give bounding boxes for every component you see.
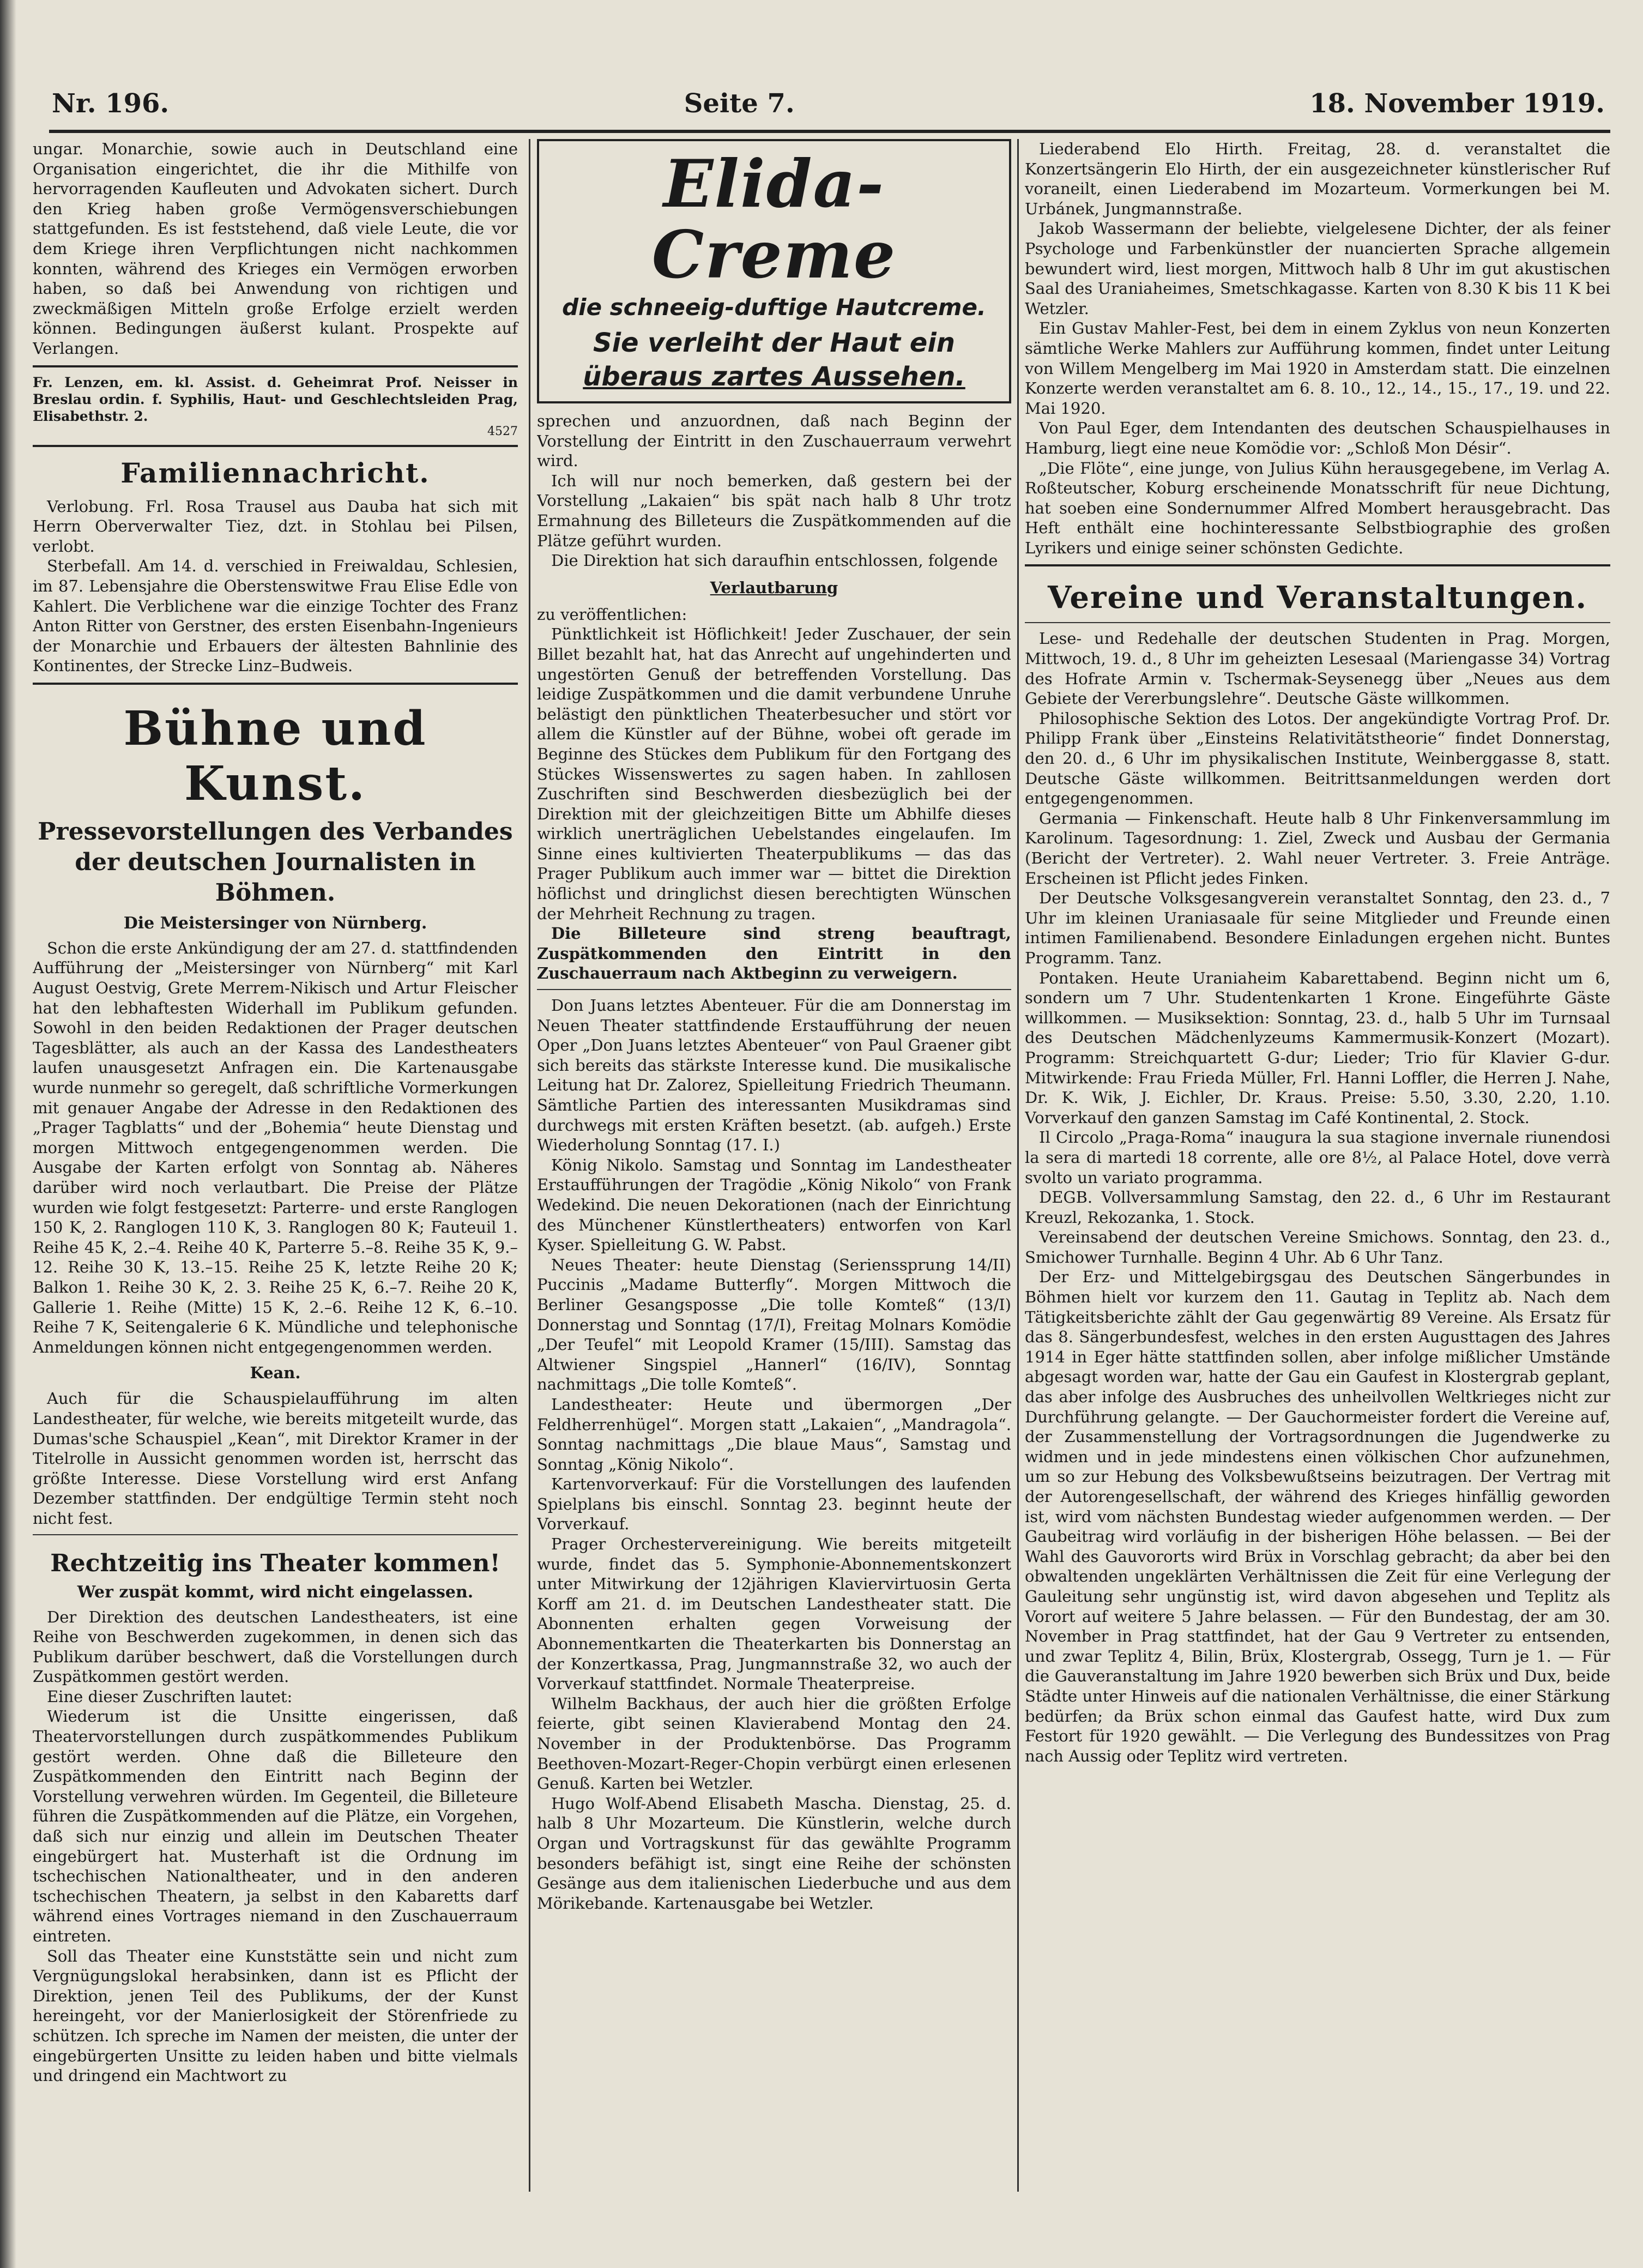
smichow-notice: Vereinsabend der deutschen Vereine Smichows. Sonntag, den 23. d., Smichower Turnhalle. Beginn 4 Uhr. Ab 6 Uhr Tanz.: [1025, 1228, 1610, 1266]
page-header: [52, 82, 1605, 125]
punctuality-text-3: Wiederum ist die Unsitte eingerissen, daß Theatervorstellungen durch zuspätkommendes Publikum gestört werden. Ohne daß die Billeteure den Zuspätkommenden den Eintritt nach Beginn der Vorstellung verwehren würden. Im Gegenteil, die Billeteure führen die Zuspätkommenden auf die Plätze, ein Vorgehen, daß sich nur einzig und allein im Deutschen Theater eingebürgert hat. Musterhaft ist die Ordnung im tschechischen Nationaltheater, und in den anderen tschechischen Theatern, ja selbst in den Kabaretts darf während eines Vortrages niemand in den Zuschauerraum eintreten.: [33, 1707, 518, 1945]
divider: [33, 445, 518, 447]
punctuality-subtitle: Wer zuspät kommt, wird nicht eingelassen.: [77, 1582, 474, 1602]
saengerbund-notice: Der Erz- und Mittelgebirgsgau des Deutschen Sängerbundes in Böhmen hielt vor kurzem den 11. Gautag in Teplitz ab. Nach dem Tätigkeitsberichte zählt der Gau gegenwärtig 89 Vereine. Als Ersatz für das 8. Sängerbundesfest, welches in den ersten Augusttagen des Jahres 1914 in Eger hätte stattfinden sollen, aber infolge mißlicher Umstände abgesagt worden war, hatte der Gau ein Gaufest in Klostergrab geplant, das aber infolge des Ausbruches des unheilvollen Weltkrieges nicht zur Durchführung gelangte. — Der Gauchormeister fordert die Vereine auf, der Zusammenstellung der Vortragsordnungen die Jugendwerke zu widmen und in jede mindestens einen völkischen Chor aufzunehmen, um so zur Hebung des Volksbewußtseins beizutragen. Der Vertrag mit der Autorengesellschaft, der während des Krieges hinfällig geworden ist, wird vom nächsten Bundestag wieder aufgenommen werden. — Der Gaubeitrag wird vorläufig in der bisherigen Höhe belassen. — Bei der Wahl des Gauvororts wird Brüx in Vorschlag gebracht; da aber bei den obwaltenden ungeklärten Verhältnissen die Zeit für eine Verlegung der Gauleitung sehr ungünstig ist, wird davon abgesehen und Teplitz als Vorort auf weitere 5 Jahre belassen. — Für den Bundestag, der am 30. November in Prag stattfindet, hat der Gau 9 Vertreter zu entsenden, und zwar Teplitz 4, Bilin, Brüx, Klostergrab, Ossegg, Turn je 1. — Für die Gauveranstaltung im Jahre 1920 bewerben sich Brüx und Dux, beide Städte unter Hinweis auf die nationalen Verhältnisse, die einer Stärkung bedürfen; da Brüx schon einmal das Gaufest hatte, wird Dux zum Festort für 1920 gewählt. — Die Verlegung des Bundessitzes von Prag nach Aussig oder Teplitz wird vertreten.: [1025, 1268, 1610, 1765]
praga-roma-notice: Il Circolo „Praga-Roma“ inaugura la sua stagione invernale riunendosi la sera di martedi 18 corrente, alle ore 8½, al Palace Hotel, dove verrà svolto un variato programma.: [1025, 1128, 1610, 1187]
engagement-notice: Verlobung. Frl. Rosa Trausel aus Dauba hat sich mit Herrn Oberverwalter Tiez, dzt. in Stohlau bei Pilsen, verlobt.: [33, 497, 518, 556]
column-divider-1: [529, 139, 530, 2192]
ad-subtitle: die schneeig-duftige Hautcreme.: [562, 294, 986, 321]
intro-paragraph: ungar. Monarchie, sowie auch in Deutschland eine Organisation eingerichtet, die ihr die Mithilfe von hervorragenden Kaufleuten und Advokaten sichert. Durch den Krieg haben große Vermögensverschiebungen stattgefunden. Es ist feststehend, daß viele Leute, die vor dem Kriege ihren Verpflichtungen nicht nachkommen konnten, während des Krieges ein Vermögen erworben haben, so daß bei Anwendung von richtigen und zweckmäßigen Mitteln große Erfolge erzielt werden können. Bedingungen äußerst kulant. Prospekte auf Verlangen.: [33, 140, 518, 358]
koenig-nikolo-notice: König Nikolo. Samstag und Sonntag im Landestheater Erstaufführungen der Tragödie „König Nikolo“ von Frank Wedekind. Die neuen Dekorationen (nach der Einrichtung des Münchener Künstlertheaters) entworfen von Karl Kyser. Spielleitung G. W. Pabst.: [537, 1155, 1011, 1254]
meistersinger-subtitle: Die Meistersinger von Nürnberg.: [123, 913, 427, 933]
ad-slogan-2: überaus zartes Aussehen.: [583, 361, 965, 392]
ad-slogan-1: Sie verleiht der Haut ein: [593, 328, 955, 358]
punctuality-text-4: Soll das Theater eine Kunststätte sein und nicht zum Vergnügungslokal herabsinken, dann ist es Pflicht der Direktion, jenen Teil des Publikums, der der Kunst hereingeht, vor der Manierlosigkeit der Störenfriede zu schützen. Ich spreche im Namen der meisten, die unter der eingebürgerten Unsitte zu leiden haben und bitte vielmals und dringend ein Machtwort zu: [33, 1946, 518, 2085]
kean-subtitle: Kean.: [250, 1364, 301, 1383]
wassermann-notice: Jakob Wassermann der beliebte, vielgelesene Dichter, der als feiner Psychologe und Farbenkünstler der nuancierten Sprache allgemein bewundert wird, liest morgen, Mittwoch halb 8 Uhr im gut akustischen Saal des Uraniaheimes, Smetschkagasse. Karten von 8.30 K bis 11 K bei Wetzler.: [1025, 219, 1610, 318]
page-edge-shadow: [0, 0, 16, 2268]
punctuality-text-2: Eine dieser Zuschriften lautet:: [47, 1687, 293, 1706]
column-3: [1025, 139, 1610, 2235]
volksgesang-notice: Der Deutsche Volksgesangverein veranstaltet Sonntag, den 23. d., 7 Uhr im kleinen Uraniasaale für seine Mitglieder und Freunde einen intimen Familienabend. Besondere Einladungen ergehen nicht. Buntes Programm. Tanz.: [1025, 889, 1610, 967]
punctuality-text-1: Der Direktion des deutschen Landestheaters, ist eine Reihe von Beschwerden zugekommen, in denen sich das Publikum darüber beschwert, daß die Vorstellungen durch Zuspätkommen gestört werden.: [33, 1607, 518, 1686]
don-juan-notice: Don Juans letztes Abenteuer. Für die am Donnerstag im Neuen Theater stattfindende Erstaufführung der neuen Oper „Don Juans letztes Abenteuer“ von Paul Graener gibt sich bereits das stärkste Interesse kund. Die musikalische Leitung hat Dr. Zalorez, Spielleitung Friedrich Theumann. Sämtliche Partien des interessanten Musikdramas sind durchwegs mit ersten Kräften besetzt. (ab. aufgeh.) Erste Wiederholung Sonntag (17. I.): [537, 996, 1011, 1155]
floete-notice: „Die Flöte“, eine junge, von Julius Kühn herausgegebene, im Verlag A. Roßteutscher, Koburg erscheinende Monatsschrift für neue Dichtung, hat soeben eine Sondernummer Alfred Mombert herausgebracht. Das Heft enthält eine hochinteressante Selbstbiographie des großen Lyrikers und einige seiner schönsten Gedichte.: [1025, 459, 1610, 557]
issue-number: Nr. 196.: [52, 88, 170, 119]
backhaus-notice: Wilhelm Backhaus, der auch hier die größten Erfolge feierte, gibt seinen Klavierabend Montag den 24. November in der Produktenbörse. Das Programm Beethoven-Mozart-Reger-Chopin verbürgt einen erlesenen Genuß. Karten bei Wetzler.: [537, 1694, 1011, 1793]
eger-notice: Von Paul Eger, dem Intendanten des deutschen Schauspielhauses in Hamburg, liegt eine neue Komödie vor: „Schloß Mon Désir“.: [1025, 419, 1610, 457]
column-1: [33, 139, 523, 2235]
announcement-title: Verlautbarung: [710, 578, 838, 597]
divider: [1025, 564, 1610, 566]
hugo-wolf-notice: Hugo Wolf-Abend Elisabeth Mascha. Dienstag, 25. d. halb 8 Uhr Mozarteum. Die Künstlerin, welche durch Organ und Vortragskunst für das gewählte Programm besonders befähigt ist, singt eine Reihe der schönsten Gesänge aus dem italienischen Liederbuche und aus dem Mörikebande. Kartenausgabe bei Wetzler.: [537, 1794, 1011, 1913]
elida-creme-ad: [537, 139, 1011, 403]
divider: [33, 365, 518, 367]
page-number: Seite 7.: [684, 88, 795, 119]
divider: [33, 1534, 518, 1535]
advance-sale-notice: Kartenvorverkauf: Für die Vorstellungen des laufenden Spielplans bis einschl. Sonntag 23. beginnt heute der Vorverkauf.: [537, 1475, 1011, 1534]
stage-and-art-title: Bühne und Kunst.: [123, 701, 427, 811]
issue-date: 18. November 1919.: [1309, 88, 1605, 119]
hirth-notice: Liederabend Elo Hirth. Freitag, 28. d. veranstaltet die Konzertsängerin Elo Hirth, der ein ausgezeichneter künstlerischer Ruf voraneilt, einen Liederabend im Mozarteum. Vormerkungen bei M. Urbánek, Jungmannstraße.: [1025, 140, 1610, 218]
direction-decision: Die Direktion hat sich daraufhin entschlossen, folgende: [551, 551, 998, 570]
clubs-events-title: Vereine und Veranstaltungen.: [1048, 580, 1587, 616]
divider: [537, 989, 1011, 990]
divider: [1025, 622, 1610, 623]
letter-lakaien: Ich will nur noch bemerken, daß gestern bei der Vorstellung „Lakaien“ bis spät nach halb 8 Uhr trotz Ermahnung des Billeteurs die Zuspätkommenden auf die Plätze geführt wurden.: [537, 471, 1011, 550]
death-notice: Sterbefall. Am 14. d. verschied in Freiwaldau, Schlesien, im 87. Lebensjahre die Oberstenswitwe Frau Elise Edle von Kahlert. Die Verblichene war die einzige Tochter des Franz Anton Ritter von Gerstner, des ersten Eisenbahn-Ingenieurs der Monarchie und Erbauers der ältesten Bahnlinie des Kontinentes, der Strecke Linz–Budweis.: [33, 557, 518, 675]
press-performances-title: Pressevorstellungen des Verbandes der deutschen Journalisten in Böhmen.: [38, 817, 513, 907]
mahler-festival-notice: Ein Gustav Mahler-Fest, bei dem in einem Zyklus von neun Konzerten sämtliche Werke Mahlers zur Aufführung kommen, findet unter Leitung von Willem Mengelberg im Mai 1920 in Amsterdam statt. Die einzelnen Konzerte werden veranstaltet am 6. 8. 10., 12., 14., 15., 17., 19. und 22. Mai 1920.: [1025, 319, 1610, 418]
divider: [33, 683, 518, 685]
doctor-notice: Fr. Lenzen, em. kl. Assist. d. Geheimrat Prof. Neisser in Breslau ordin. f. Syphilis, Haut- und Geschlechtsleiden Prag, Elisabethstr. 2.: [33, 374, 518, 424]
letter-continued: sprechen und anzuordnen, daß nach Beginn der Vorstellung der Eintritt in den Zuschauerraum verwehrt wird.: [537, 412, 1011, 471]
germania-notice: Germania — Finkenschaft. Heute halb 8 Uhr Finkenversammlung im Karolinum. Tagesordnung: 1. Ziel, Zweck und Ausbau der Germania (Bericht der Vertreter). 2. Wahl neuer Vertreter. 3. Freie Anträge. Erscheinen ist Pflicht jedes Finken.: [1025, 809, 1610, 888]
degb-notice: DEGB. Vollversammlung Samstag, den 22. d., 6 Uhr im Restaurant Kreuzl, Rekozanka, 1. Stock.: [1025, 1188, 1610, 1227]
ushers-instruction: Die Billeteure sind streng beauftragt, Zuspätkommenden den Eintritt in den Zuschauerraum nach Aktbeginn zu verweigern.: [537, 924, 1011, 983]
header-rule: [49, 130, 1610, 133]
family-news-title: Familiennachricht.: [120, 456, 430, 489]
landestheater-program: Landestheater: Heute und übermorgen „Der Feldherrenhügel“. Morgen statt „Lakaien“, „Mandragola“. Sonntag nachmittags „Die blaue Maus“, Samstag und Sonntag „König Nikolo“.: [537, 1395, 1011, 1474]
lotos-notice: Philosophische Sektion des Lotos. Der angekündigte Vortrag Prof. Dr. Philipp Frank über „Einsteins Relativitätstheorie“ findet Donnerstag, den 20. d., 6 Uhr im physikalischen Institute, Weinberggasse 8, statt. Deutsche Gäste willkommen. Beitrittsanmeldungen werden dort entgegengenommen.: [1025, 709, 1610, 808]
column-divider-2: [1017, 139, 1019, 2192]
announcement-text: Pünktlichkeit ist Höflichkeit! Jeder Zuschauer, der sein Billet bezahlt hat, hat das Anrecht auf ungehinderten und ungestörten Genuß der betreffenden Vorstellung. Das leidige Zuspätkommen und die damit verbundene Unruhe belästigt den pünktlichen Theaterbesucher und stört vor allem die Künstler auf der Bühne, wobei oft gerade im Beginne des Stückes dem Publikum für den Fortgang des Stückes Wissenswertes zu sagen haben. In zahllosen Zuschriften sind Beschwerden diesbezüglich bei der Direktion mit der gleichzeitigen Bitte um Abhilfe dieses wirklich unerträglichen Uebelstandes eingelaufen. Im Sinne eines kultivierten Theaterpublikums — das das Prager Publikum auch immer war — bittet die Direktion höflichst und dringlichst diesen berechtigten Wünschen der Mehrheit Rechnung zu tragen.: [537, 625, 1011, 923]
column-2: [537, 139, 1011, 2235]
pontaken-notice: Pontaken. Heute Uraniaheim Kabarettabend. Beginn nicht um 6, sondern um 7 Uhr. Studentenkarten 1 Krone. Eingeführte Gäste willkommen. — Musiksektion: Sonntag, 23. d., halb 5 Uhr im Turnsaal des Deutschen Mädchenlyzeums Kammermusik-Konzert (Mozart). Programm: Streichquartett G-dur; Lieder; Trio für Klavier G-dur. Mitwirkende: Frau Frieda Müller, Frl. Hanni Loffler, die Herren J. Nahe, Dr. K. Wik, J. Eichler, Dr. Kraus. Preise: 5.50, 3.30, 2.20, 1.10. Vorverkauf den ganzen Samstag im Café Kontinental, 2. Stock.: [1025, 968, 1610, 1127]
students-hall-notice: Lese- und Redehalle der deutschen Studenten in Prag. Morgen, Mittwoch, 19. d., 8 Uhr im geheizten Lesesaal (Mariengasse 34) Vortrag des Hofrate Armin v. Tschermak-Seysenegg über „Neues aus dem Gebiete der Vererbungslehre“. Deutsche Gäste willkommen.: [1025, 629, 1610, 708]
meistersinger-text: Schon die erste Ankündigung der am 27. d. stattfindenden Aufführung der „Meistersinger von Nürnberg“ mit Karl August Oestvig, Grete Merrem-Nikisch und Artur Fleischer hat den lebhaftesten Widerhall im Publikum gefunden. Sowohl in den beiden Redaktionen der Prager deutschen Tagesblätter, als auch an der Kassa des Landestheaters laufen unausgesetzt Anfragen ein. Die Kartenausgabe wurde nunmehr so geregelt, daß schriftliche Vormerkungen mit genauer Angabe der Adresse in den Redaktionen des „Prager Tagblatts“ und der „Bohemia“ heute Dienstag und morgen Mittwoch entgegengenommen werden. Die Ausgabe der Karten erfolgt von Sonntag ab. Näheres darüber wird noch verlautbart. Die Preise der Plätze wurden wie folgt festgesetzt: Parterre- und erste Ranglogen 150 K, 2. Ranglogen 110 K, 3. Ranglogen 80 K; Fauteuil 1. Reihe 45 K, 2.–4. Reihe 40 K, Parterre 5.–8. Reihe 35 K, 9.–12. Reihe 30 K, 13.–15. Reihe 25 K, letzte Reihe 20 K; Balkon 1. Reihe 30 K, 2. 3. Reihe 25 K, 6.–7. Reihe 20 K, Gallerie 1. Reihe (Mitte) 15 K, 2.–6. Reihe 12 K, 6.–10. Reihe 7 K, Seitengalerie 6 K. Mündliche und telephonische Anmeldungen können nicht entgegengenommen werden.: [33, 938, 518, 1356]
announcement-intro: zu veröffentlichen:: [537, 605, 687, 624]
punctuality-title: Rechtzeitig ins Theater kommen!: [50, 1549, 500, 1577]
kean-text: Auch für die Schauspielaufführung im alten Landestheater, für welche, wie bereits mitgeteilt wurde, das Dumas'sche Schauspiel „Kean“, mit Direktor Kramer in der Titelrolle in Aussicht genommen worden ist, herrscht das größte Interesse. Diese Vorstellung wird erst Anfang Dezember stattfinden. Der endgültige Termin steht noch nicht fest.: [33, 1389, 518, 1528]
neues-theater-program: Neues Theater: heute Dienstag (Serienssprung 14/II) Puccinis „Madame Butterfly“. Morgen Mittwoch die Berliner Gesangsposse „Die tolle Komteß“ (13/I) Donnerstag und Sonntag (17/I), Freitag Molnars Komödie „Der Teufel“ mit Leopold Kramer (15/III). Samstag das Altwiener Singspiel „Hannerl“ (16/IV), Sonntag nachmittags „Die tolle Komteß“.: [537, 1255, 1011, 1394]
orchestra-notice: Prager Orchestervereinigung. Wie bereits mitgeteilt wurde, findet das 5. Symphonie-Abonnementskonzert unter Mitwirkung der 12jährigen Klaviervirtuosin Gerta Korff am 21. d. im Deutschen Landestheater statt. Die Abonnenten erhalten gegen Vorweisung der Abonnementkarten die Theaterkarten bis Donnerstag an der Konzertkassa, Prag, Jungmannstraße 32, wo auch der Vorverkauf stattfindet. Normale Theaterpreise.: [537, 1535, 1011, 1693]
notice-number: 4527: [487, 424, 518, 438]
ad-title: Elida-Creme: [651, 146, 897, 293]
